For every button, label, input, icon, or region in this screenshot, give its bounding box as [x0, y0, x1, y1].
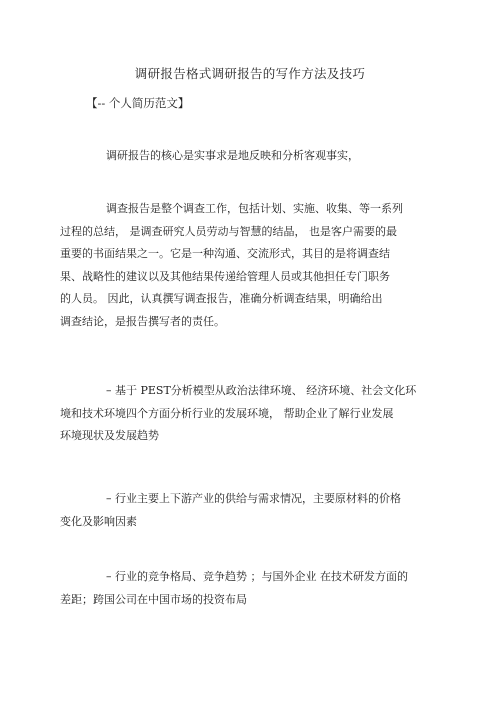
paragraph-line: 果、战略性的建议以及其他结果传递给管理人员或其他担任专门职务: [60, 269, 390, 283]
paragraph-line: 过程的总结， 是调查研究人员劳动与智慧的结晶， 也是客户需要的最: [60, 224, 397, 238]
paragraph-line: 变化及影响因素: [60, 514, 137, 528]
paragraph-line: 调研报告的核心是实事求是地反映和分析客观事实，: [106, 149, 359, 162]
paragraph-definition: [60, 198, 436, 333]
paragraph-line: – 行业的竞争格局、竞争趋势 ；与国外企业 在技术研发方面的: [106, 570, 408, 583]
document-title: 调研报告格式调研报告的写作方法及技巧: [134, 66, 366, 81]
document-subheading: 【-- 个人简历范文】: [86, 96, 190, 110]
paragraph-pest: [60, 380, 436, 448]
paragraph-line: 重要的书面结果之一。它是一种沟通、交流形式，其目的是将调查结: [60, 247, 390, 260]
paragraph-line: 境和技术环境四个方面分析行业的发展环境， 帮助企业了解行业发展: [60, 406, 394, 420]
paragraph-line: 调查结论，是报告撰写者的责任。: [60, 314, 225, 328]
paragraph-line: 调查报告是整个调查工作，包括计划、实施、收集、等一系列: [106, 202, 403, 215]
paragraph-line: – 基于 PEST分析模型从政治法律环境、 经济环境、社会文化环: [106, 384, 417, 397]
paragraph-line: 差距；跨国公司在中国市场的投资布局: [60, 592, 247, 606]
paragraph-core: [60, 145, 436, 168]
paragraph-line: 的人员。 因此，认真撰写调查报告，准确分析调查结果，明确给出: [60, 292, 383, 305]
paragraph-line: 环境现状及发展趋势: [60, 429, 159, 442]
paragraph-competition: [60, 566, 436, 611]
paragraph-supply-demand: [60, 488, 436, 533]
paragraph-line: – 行业主要上下游产业的供给与需求情况，主要原材料的价格: [106, 492, 401, 505]
